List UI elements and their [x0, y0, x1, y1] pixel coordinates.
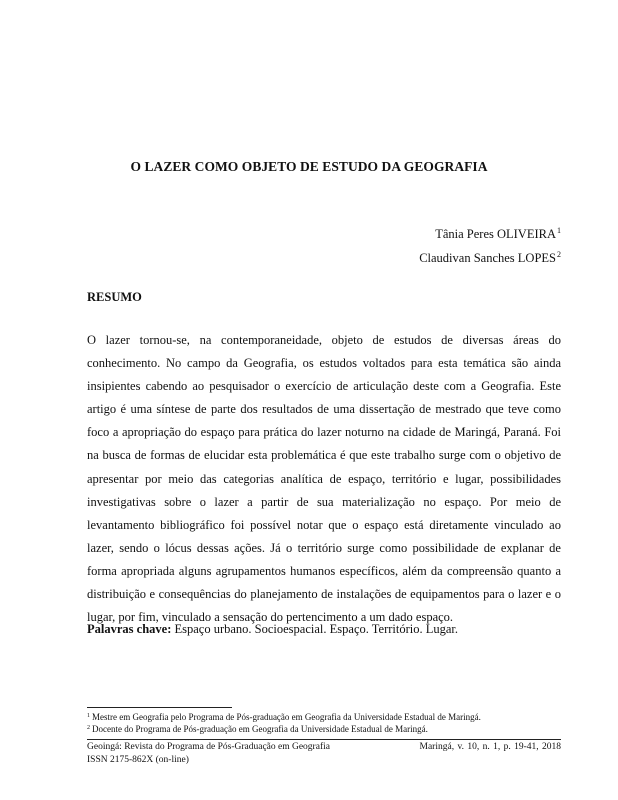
footer-issn: ISSN 2175-862X (on-line) — [87, 755, 189, 765]
author-name: Claudivan Sanches LOPES — [419, 251, 556, 265]
footnote-number: 1 — [87, 713, 90, 719]
footnote-2 — [87, 724, 428, 734]
keywords-line — [87, 622, 561, 637]
footnote-1 — [87, 712, 481, 722]
author-name: Tânia Peres OLIVEIRA — [435, 227, 556, 241]
author-line-1 — [435, 226, 561, 242]
footnote-text: Docente do Programa de Pós-graduação em Geografia da Universidade Estadual de Maringá. — [92, 724, 428, 734]
footer-journal-name: Geoingá: Revista do Programa de Pós-Graduação em Geografia — [87, 742, 330, 752]
footnote-number: 2 — [87, 725, 90, 731]
keywords-label: Palavras chave: — [87, 622, 172, 636]
footnote-text: Mestre em Geografia pelo Programa de Pós-graduação em Geografia da Universidade Estadual de Maringá. — [92, 712, 481, 722]
abstract-heading: RESUMO — [87, 290, 142, 304]
author-line-2 — [419, 250, 561, 266]
footer-divider — [87, 739, 561, 740]
keywords-text: Espaço urbano. Socioespacial. Espaço. Território. Lugar. — [171, 622, 459, 636]
footer-citation: Maringá, v. 10, n. 1, p. 19-41, 2018 — [419, 742, 561, 752]
footnote-marker[interactable]: 1 — [557, 226, 561, 235]
abstract-paragraph: O lazer tornou-se, na contemporaneidade, objeto de estudos de diversas áreas do conhecimento. No campo da Geografia, os estudos voltados para esta temática são ainda insipientes cabendo ao pesquisador o exercício de articulação deste com a Geografia. Este artigo é uma síntese de parte dos resultados de uma dissertação de mestrado que teve como foco a apropriação do espaço para prática do lazer noturno na cidade de Maringá, Paraná. Foi na busca de formas de elucidar esta problemática é que este trabalho surge com o objetivo de apresentar por meio das categorias analítica de espaço, território e lugar, possibilidades investigativas sobre o lazer a partir de sua materialização no espaço. Por meio de levantamento bibliográfico foi possível notar que o espaço está diretamente vinculado ao lazer, sendo o lócus dessas ações. Já o território surge como possibilidade de explanar de forma apropriada alguns agrupamentos humanos específicos, além da compreensão quanto a distribuição e consequências do planejamento de instalações de equipamentos para o lazer e o lugar, por fim, vinculado a sensação do pertencimento a um dado espaço. — [87, 333, 561, 625]
footnote-marker[interactable]: 2 — [557, 250, 561, 259]
footnote-divider — [87, 707, 232, 708]
article-title: O LAZER COMO OBJETO DE ESTUDO DA GEOGRAFIA — [130, 159, 488, 174]
